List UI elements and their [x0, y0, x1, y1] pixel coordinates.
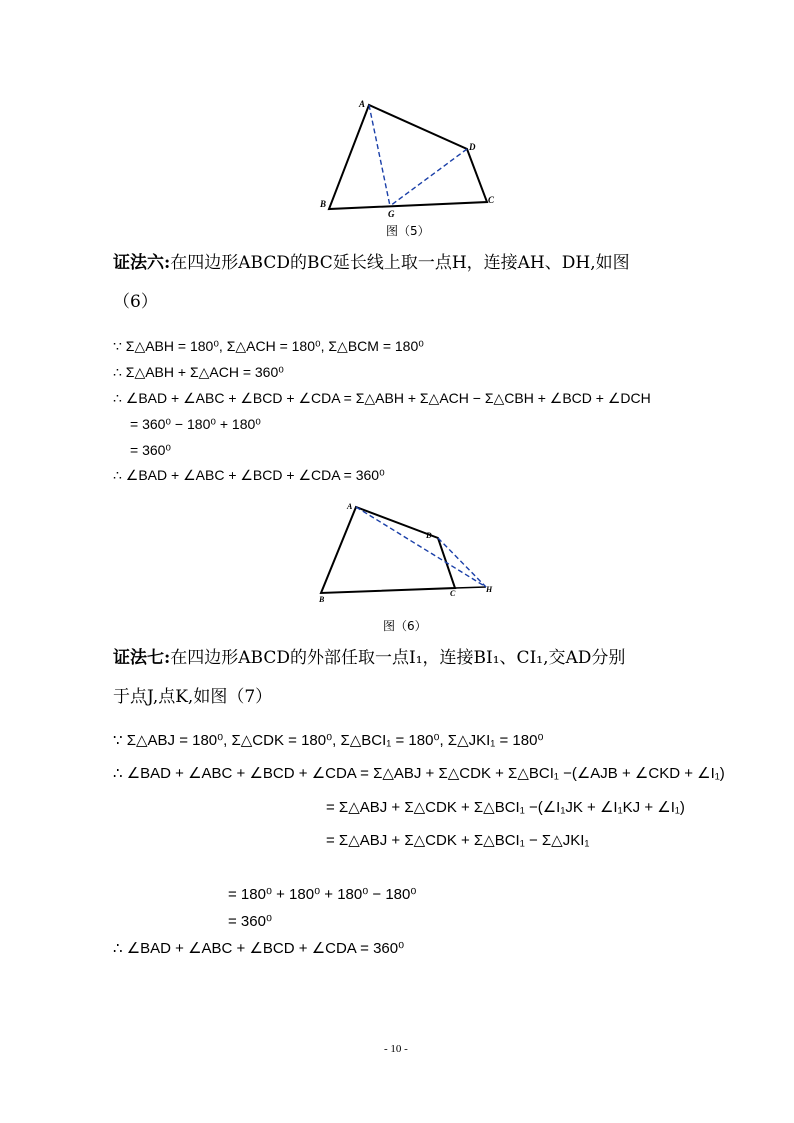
method-6-line-2: ∴ Σ△ABH + Σ△ACH = 360⁰: [113, 364, 284, 380]
method-6-line-6: ∴ ∠BAD + ∠ABC + ∠BCD + ∠CDA = 360⁰: [113, 467, 385, 483]
method-7-text-2: 于点J,点K,如图（7）: [113, 687, 273, 707]
method-7-text: 在四边形ABCD的外部任取一点I₁，连接BI₁、CI₁,交AD分别: [170, 648, 626, 668]
method-7-line-1: ∵ Σ△ABJ = 180⁰, Σ△CDK = 180⁰, Σ△BCI₁ = 180⁰, Σ△JKI₁ = 180⁰: [113, 732, 544, 749]
method-7-title: 证法七:: [113, 648, 171, 668]
figure-6: [314, 498, 504, 608]
method-6-line-4: = 360⁰ − 180⁰ + 180⁰: [130, 416, 261, 432]
fig5-label-b: B: [320, 199, 327, 209]
method-7-line-5: = 180⁰ + 180⁰ + 180⁰ − 180⁰: [228, 886, 417, 903]
method-6-title: 证法六:: [113, 253, 171, 273]
fig5-label-a: A: [359, 99, 366, 109]
method-6-text-2: （6）: [113, 292, 158, 312]
method-7-line-2: ∴ ∠BAD + ∠ABC + ∠BCD + ∠CDA = Σ△ABJ + Σ△CDK + Σ△BCI₁ −(∠AJB + ∠CKD + ∠I₁): [113, 765, 725, 782]
method-7-line-3: = Σ△ABJ + Σ△CDK + Σ△BCI₁ −(∠I₁JK + ∠I₁KJ + ∠I₁): [326, 799, 685, 816]
method-6-line-5: = 360⁰: [130, 442, 172, 458]
fig6-label-b: B: [319, 595, 325, 604]
method-6-heading: [113, 252, 630, 274]
fig5-label-d: D: [469, 142, 476, 152]
method-7-line-7: ∴ ∠BAD + ∠ABC + ∠BCD + ∠CDA = 360⁰: [113, 940, 405, 957]
fig6-label-c: C: [450, 589, 456, 598]
fig6-label-d: D: [426, 531, 432, 540]
fig5-label-g: G: [388, 209, 395, 219]
method-7-line-6: = 360⁰: [228, 913, 272, 930]
page-number: - 10 -: [384, 1043, 408, 1055]
method-6-text: 在四边形ABCD的BC延长线上取一点H，连接AH、DH,如图: [170, 253, 630, 273]
fig6-label-h: H: [486, 585, 493, 594]
figure-6-caption: 图（6）: [383, 619, 427, 633]
fig5-label-c: C: [488, 195, 495, 205]
method-7-heading: [113, 647, 625, 669]
fig6-label-a: A: [347, 502, 353, 511]
figure-5-caption: 图（5）: [386, 224, 430, 238]
method-6-line-3: ∴ ∠BAD + ∠ABC + ∠BCD + ∠CDA = Σ△ABH + Σ△ACH − Σ△CBH + ∠BCD + ∠DCH: [113, 390, 651, 406]
method-7-line-4: = Σ△ABJ + Σ△CDK + Σ△BCI₁ − Σ△JKI₁: [326, 832, 590, 849]
figure-5: [315, 95, 505, 220]
method-6-line-1: ∵ Σ△ABH = 180⁰, Σ△ACH = 180⁰, Σ△BCM = 180⁰: [113, 338, 424, 354]
